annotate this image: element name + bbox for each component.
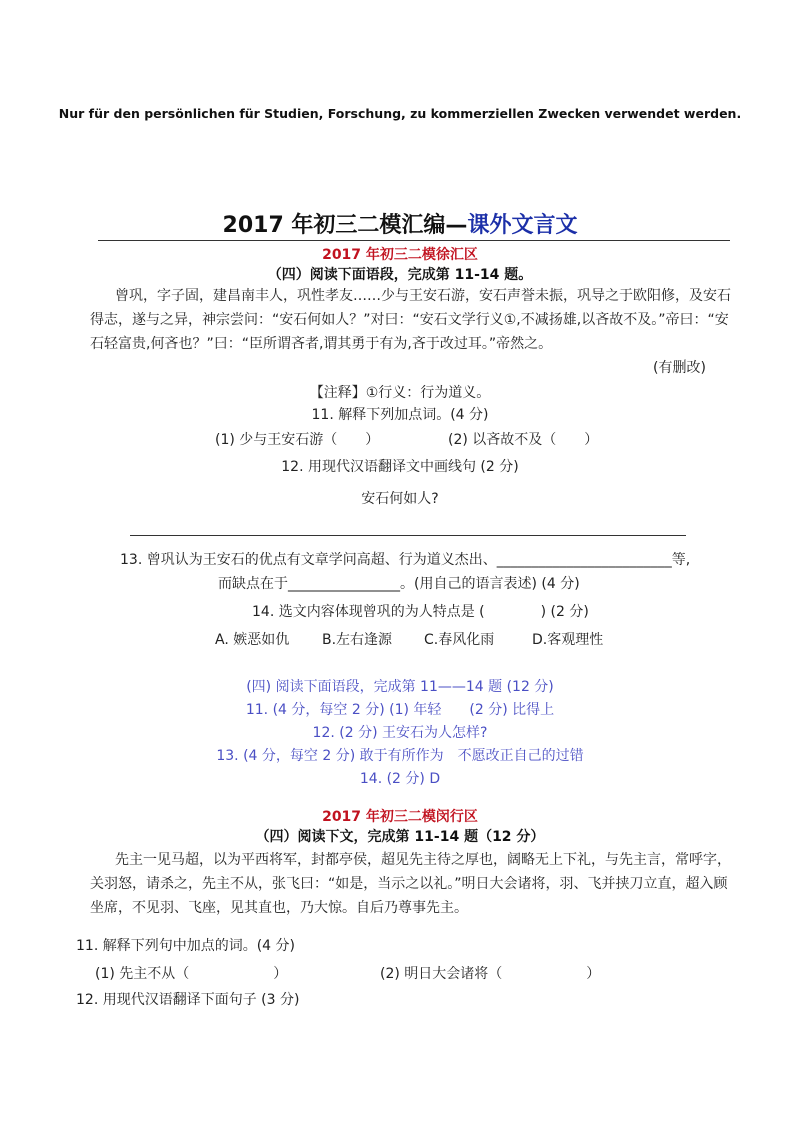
section2-district: 2017 年初三二模闵行区 <box>322 809 478 825</box>
page-title <box>0 208 800 239</box>
title-prefix: 2017 年初三二模汇编— <box>222 213 468 238</box>
question-11: 11. 解释下列加点词。(4 分) <box>311 407 489 423</box>
section2-passage-line: 坐席，不见羽、飞座，见其直也，乃大惊。自后乃尊事先主。 <box>90 900 468 916</box>
question-11-item: (1) 少与王安石游（ ） <box>215 432 380 448</box>
title-divider <box>98 240 730 241</box>
annotation: 【注释】①行义：行为道义。 <box>309 385 491 401</box>
section2-question-11-item: (1) 先主不从（ ） <box>95 966 288 982</box>
question-14-option: D.客观理性 <box>532 632 604 648</box>
section1-passage-line: 曾巩，字子固，建昌南丰人，巩性孝友……少与王安石游，安石声誉未振，巩导之于欧阳修，及安石 <box>115 288 731 304</box>
question-14-option: C.春风化雨 <box>424 632 495 648</box>
section1-passage-line: 得志，遂与之异，神宗尝问：“安石何如人？”对曰：“安石文学行义①,不减扬雄,以吝故不及。”帝曰：“安 <box>90 312 729 328</box>
section2-question-11-item: (2) 明日大会诸将（ ） <box>380 966 601 982</box>
question-12: 12. 用现代汉语翻译文中画线句 (2 分) <box>281 459 519 475</box>
section1-passage-line: 石轻富贵,何吝也？”曰：“臣所谓吝者,谓其勇于有为,吝于改过耳。”帝然之。 <box>90 336 553 352</box>
section2-passage-line: 先主一见马超，以为平西将军，封都亭侯，超见先主待之厚也，阔略无上下礼，与先主言，常呼字， <box>115 852 731 868</box>
section2-question-11: 11. 解释下列句中加点的词。(4 分) <box>76 938 295 954</box>
question-13-line: 13. 曾巩认为王安石的优点有文章学问高超、行为道义杰出、_________________________等, <box>120 552 691 568</box>
section1-district: 2017 年初三二模徐汇区 <box>322 247 478 263</box>
answer-key-line: 14. (2 分) D <box>359 771 441 787</box>
question-13-line: 而缺点在于________________。(用自己的语言表述) (4 分) <box>218 576 580 592</box>
answer-key-line: 13. (4 分，每空 2 分) 敢于有所作为 不愿改正自己的过错 <box>216 748 584 764</box>
question-11-item: (2) 以吝故不及（ ） <box>448 432 599 448</box>
copyright-notice: Nur für den persönlichen für Studien, Forschung, zu kommerziellen Zwecken verwendet werden. <box>58 106 742 121</box>
source-note: (有删改) <box>653 360 706 376</box>
answer-key-line: 12. (2 分) 王安石为人怎样? <box>312 725 488 741</box>
section1-heading: （四）阅读下面语段，完成第 11-14 题。 <box>267 267 533 283</box>
answer-key-line: (四) 阅读下面语段，完成第 11——14 题 (12 分) <box>246 679 554 695</box>
section2-passage-line: 关羽怒，请杀之，先主不从，张飞曰：“如是，当示之以礼。”明日大会诸将，羽、飞并挟刀立直，超入顾 <box>90 876 728 892</box>
question-14-option: B.左右逢源 <box>322 632 393 648</box>
question-12-sentence: 安石何如人? <box>361 491 439 507</box>
question-14: 14. 选文内容体现曾巩的为人特点是 ( ) (2 分) <box>252 604 589 620</box>
title-suffix: 课外文言文 <box>467 213 578 238</box>
answer-line <box>130 535 686 536</box>
section2-heading: （四）阅读下文，完成第 11-14 题（12 分） <box>255 829 545 845</box>
question-14-option: A. 嫉恶如仇 <box>215 632 290 648</box>
section2-question-12: 12. 用现代汉语翻译下面句子 (3 分) <box>76 992 300 1008</box>
answer-key-line: 11. (4 分，每空 2 分) (1) 年轻 (2 分) 比得上 <box>245 702 555 718</box>
